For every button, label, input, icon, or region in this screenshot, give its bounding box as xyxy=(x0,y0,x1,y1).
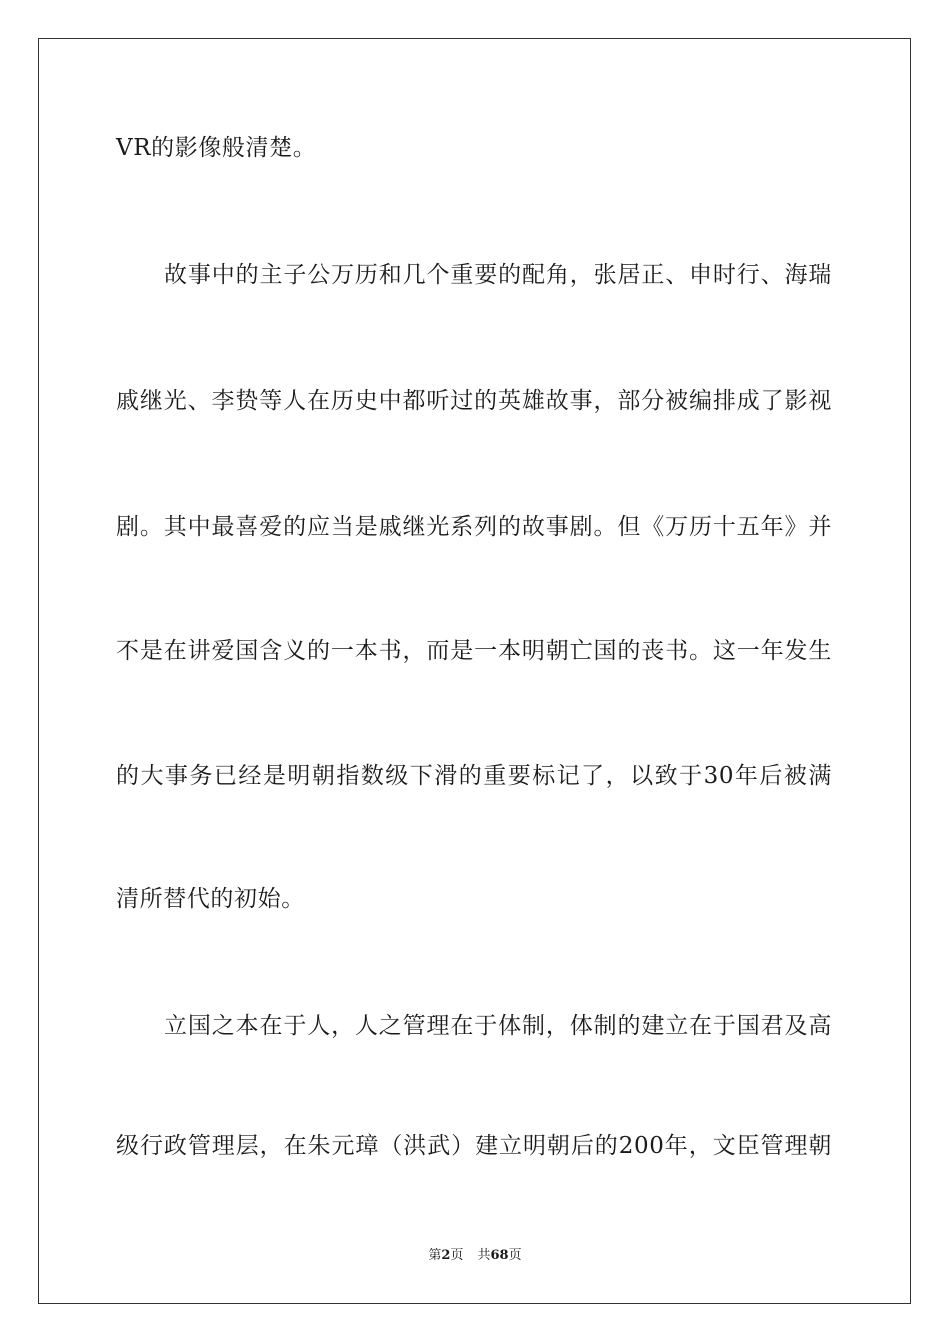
text-line-9: 级行政管理层，在朱元璋（洪武）建立明朝后的200年，文臣管理朝 xyxy=(116,1133,832,1159)
text-line-8: 立国之本在于人，人之管理在于体制，体制的建立在于国君及高 xyxy=(164,1013,832,1039)
text-line-5: 不是在讲爱国含义的一本书，而是一本明朝亡国的丧书。这一年发生 xyxy=(116,638,832,664)
text-line-2: 故事中的主子公万历和几个重要的配角，张居正、申时行、海瑞 xyxy=(164,262,832,288)
text-line-3: 戚继光、李贽等人在历史中都听过的英雄故事，部分被编排成了影视 xyxy=(116,388,832,414)
footer-page-number: 2 xyxy=(441,1248,451,1263)
page-border xyxy=(38,38,911,1304)
text-line-1: VR的影像般清楚。 xyxy=(116,135,317,161)
footer-total-prefix: 共 xyxy=(477,1248,491,1263)
text-line-4: 剧。其中最喜爱的应当是戚继光系列的故事剧。但《万历十五年》并 xyxy=(116,514,832,540)
footer-total-suffix: 页 xyxy=(508,1248,522,1263)
page-footer xyxy=(0,1247,950,1265)
footer-page-suffix: 页 xyxy=(450,1248,464,1263)
footer-page-prefix: 第 xyxy=(428,1248,442,1263)
text-line-6: 的大事务已经是明朝指数级下滑的重要标记了，以致于30年后被满 xyxy=(116,763,832,789)
text-line-7: 清所替代的初始。 xyxy=(116,886,305,912)
footer-total-pages: 68 xyxy=(490,1248,509,1263)
